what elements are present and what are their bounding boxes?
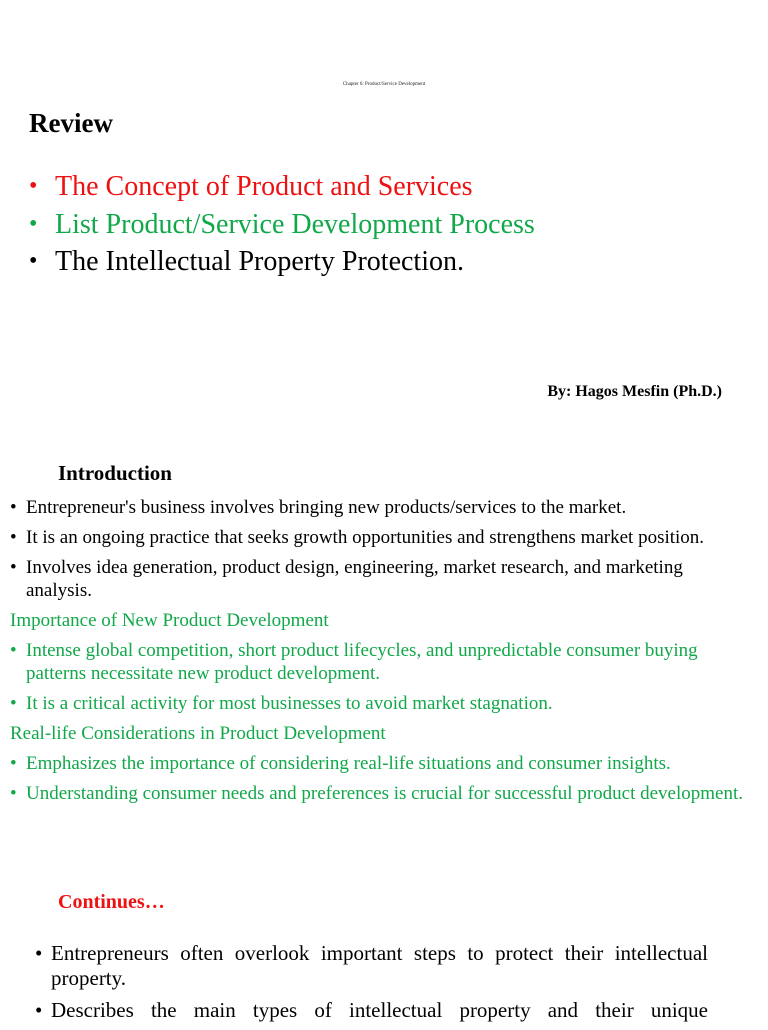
real-life-bullet: • Understanding consumer needs and preferences is crucial for successful product development. xyxy=(10,782,750,805)
continues-body xyxy=(35,941,708,1030)
intro-bullet: • Entrepreneur's business involves bringing new products/services to the market. xyxy=(10,496,750,519)
importance-bullet: • It is a critical activity for most businesses to avoid market stagnation. xyxy=(10,692,750,715)
review-list xyxy=(29,168,535,281)
intro-bullet: • It is an ongoing practice that seeks growth opportunities and strengthens market position. xyxy=(10,526,750,549)
intro-bullet: • Involves idea generation, product design, engineering, market research, and marketing analysis. xyxy=(10,556,750,602)
review-item-development-process: • List Product/Service Development Process xyxy=(29,206,535,244)
real-life-heading: Real-life Considerations in Product Development xyxy=(10,723,386,744)
continues-title: Continues… xyxy=(58,891,165,913)
review-title: Review xyxy=(29,108,113,138)
introduction-title: Introduction xyxy=(58,461,172,485)
running-header: Chapter 6: Product/Service Development xyxy=(342,82,426,87)
review-item-product-concept: • The Concept of Product and Services xyxy=(29,168,535,206)
introduction-body xyxy=(10,496,750,812)
importance-heading: Importance of New Product Development xyxy=(10,610,329,631)
continues-bullet: • Describes the main types of intellectual property and their unique xyxy=(35,998,708,1023)
continues-bullet: • Entrepreneurs often overlook important steps to protect their intellectual property. xyxy=(35,941,708,991)
review-item-ip-protection: • The Intellectual Property Protection. xyxy=(29,243,535,281)
importance-bullet: • Intense global competition, short product lifecycles, and unpredictable consumer buying patterns necessitate new product development. xyxy=(10,639,750,685)
real-life-bullet: • Emphasizes the importance of considering real-life situations and consumer insights. xyxy=(10,752,750,775)
author-credit: By: Hagos Mesfin (Ph.D.) xyxy=(547,383,722,400)
